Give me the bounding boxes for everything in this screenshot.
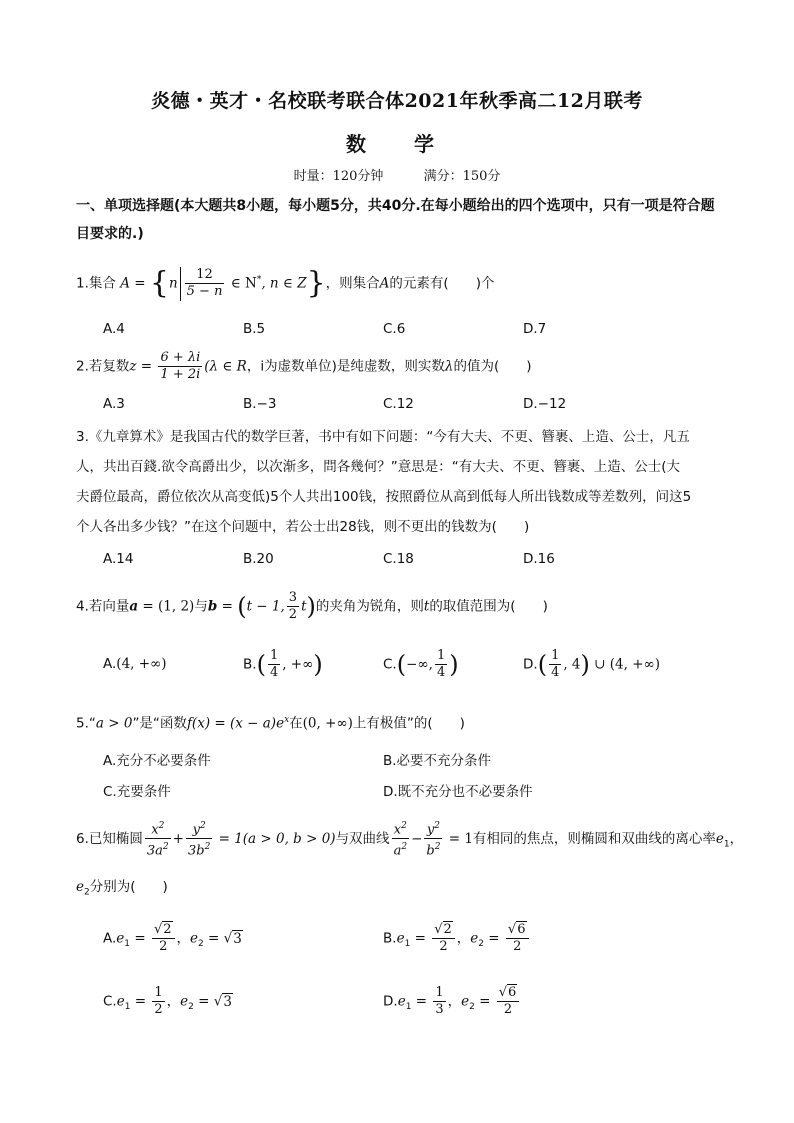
q1-eq: =: [129, 275, 150, 292]
q3-line4: 个人各出多少钱？”在这个问题中，若公士出28钱，则不更出的钱数为( ): [76, 519, 530, 535]
q2-eq: =: [136, 358, 157, 375]
q4-d-rparen: ): [580, 650, 590, 679]
q4-c-rparen: ): [449, 650, 459, 679]
q4-c-pre: −∞,: [406, 656, 433, 673]
question-6: 6.已知椭圆 $\frac{x^2}{3a^2}$ + $\frac{y^2}{3b^2}$ = 1(a > 0, b > 0)与双曲线 $\frac{x^2}{a^2}$ − $\frac{y^2}{b^2}$ = 1有相同的焦点，则椭圆和双曲线的离心率$e_1$，: [76, 818, 746, 860]
q6-a-e1-frac: $\frac{√2}{2}$: [152, 922, 175, 955]
q4-b-t: t: [301, 598, 307, 615]
q2-frac-num: 6 + λi: [160, 350, 201, 365]
q1-in-N: ∈ N: [226, 275, 257, 292]
q6-b-e2-den: 2: [506, 938, 529, 955]
q4-t: t: [423, 598, 430, 615]
question-2: [76, 350, 736, 383]
q4-suffix: 的夹角为锐角，则: [315, 598, 424, 615]
q1-rest: , n ∈ Z: [261, 275, 307, 292]
q6-a-e2: 3: [233, 930, 242, 947]
q1-option-d[interactable]: D.7: [523, 321, 547, 337]
q5-function: f(x) = (x − a)e: [186, 715, 285, 732]
q1-bar: [180, 267, 181, 301]
q5-condition: a > 0: [95, 715, 133, 732]
q6-suffix: 有相同的焦点，则椭圆和双曲线的离心率: [472, 830, 716, 847]
q4-c-frac-num: 1: [436, 648, 446, 663]
q2-number: 2.: [76, 358, 89, 375]
q6-e1: e: [715, 830, 724, 847]
q6-a-label: A.: [103, 930, 117, 947]
q6-heq: = 1: [444, 830, 473, 847]
q4-b-rparen: ): [313, 650, 323, 679]
exam-subject: 数 学: [346, 132, 448, 156]
q6-hy-b: b: [426, 843, 435, 859]
q2-suffix: ，i为虚数单位)是纯虚数，则实数: [246, 358, 445, 375]
q5-tail: 上有极值”的( ): [352, 715, 465, 732]
q6-ellipse-y: [186, 818, 212, 860]
q3-line1: 3.《九章算术》是我国古代的数学巨著，书中有如下问题：“今有大夫、不更、簪裹、上造、公士，凡五: [76, 429, 690, 445]
q4-vector-a: a: [129, 598, 139, 615]
q6-option-b[interactable]: $B.e_1$ = $\frac{√2}{2}$ ，$e_2$ = $\frac{√6}{2}$: [383, 922, 531, 955]
q6-a-e1-num: 2: [163, 922, 172, 937]
q5-in: 在: [289, 715, 303, 732]
q4-a-label: A.: [103, 656, 117, 672]
q1-option-a[interactable]: A.4: [103, 321, 125, 337]
q6-d-label: D.: [383, 993, 398, 1010]
q6-d-e1-den: 3: [435, 1002, 444, 1017]
q4-c-lparen: (: [396, 650, 407, 679]
q1-var-n: n: [168, 275, 178, 292]
q1-frac-den: 5 − n: [186, 284, 223, 299]
q1-option-b[interactable]: B.5: [243, 321, 266, 337]
section-heading-line1: 一、单项选择题(本大题共8小题，每小题5分，共40分.在每小题给出的四个选项中，只有一项是符合题: [76, 198, 715, 214]
q4-d-rest: , 4: [563, 656, 581, 673]
q4-c-frac-den: 4: [436, 665, 446, 680]
q1-set-A: A: [120, 275, 130, 292]
q3-line3: 夫爵位最高，爵位依次从高变低)5个人共出100钱，按照爵位从高到低每人所出钱数成等差数列，问这5: [76, 489, 692, 505]
q4-a-expr: (4, +∞): [116, 656, 167, 672]
q6-ey-num: $y^2$: [192, 821, 206, 838]
q2-option-d[interactable]: D.−12: [523, 396, 567, 412]
q4-b-first: t − 1,: [246, 598, 285, 615]
time-limit: 时量：120分钟: [293, 169, 384, 184]
q1-tail: 的元素有( )个: [389, 275, 495, 292]
q6-hyper-y: [424, 818, 442, 860]
q6-hx-a: a: [393, 843, 402, 859]
q4-d-frac: [549, 648, 561, 681]
q6-b-label: B.: [383, 930, 397, 947]
full-score: 满分：150分: [423, 169, 501, 184]
q6-b-e1-frac: $\frac{√2}{2}$: [432, 922, 455, 955]
q2-tail: 的值为( ): [453, 358, 532, 375]
q6-hx-den: $a^2$: [392, 838, 410, 859]
q4-option-d[interactable]: [523, 648, 660, 681]
q4-tail: 的取值范围为( ): [429, 598, 548, 615]
q6-b-e1-den: 2: [432, 938, 455, 955]
q4-c-frac: [435, 648, 447, 681]
q6-hy-num: $y^2$: [426, 821, 440, 838]
q3-line2: 人，共出百錢.欲令高爵出少，以次渐多，問各幾何？”意思是：“有大夫、不更、簪裹、上造、公士(大: [76, 459, 681, 475]
q6-d-e2-frac: $\frac{√6}{2}$: [497, 985, 520, 1018]
q5-option-c[interactable]: C.充要条件: [103, 784, 171, 800]
q4-option-a[interactable]: [103, 656, 167, 672]
q4-b-frac: [268, 648, 280, 681]
q2-option-c[interactable]: C.12: [383, 396, 414, 412]
q6-ey-b: 3b: [187, 843, 205, 859]
q4-a-value: = (1, 2): [138, 598, 195, 615]
q4-d-label: D.: [523, 656, 538, 673]
q2-frac-den: 1 + 2i: [160, 367, 201, 382]
q4-vector-b: b: [207, 598, 218, 615]
q4-rparen: ): [306, 592, 316, 621]
q4-b-rest: , +∞: [282, 656, 314, 673]
q6-b-e1-num: 2: [443, 922, 452, 937]
q6-hy-den: $b^2$: [424, 838, 442, 859]
q2-lambda-cond: (λ ∈ R: [204, 358, 247, 375]
q6-hx-x: x: [393, 822, 402, 838]
q6-ey-y: y: [192, 822, 200, 838]
q1-number: 1.: [76, 275, 89, 292]
q4-b-den: 2: [288, 607, 298, 622]
q3-option-d[interactable]: D.16: [523, 551, 555, 567]
q4-b-fraction: [287, 590, 299, 623]
q4-b-num: 3: [288, 590, 298, 605]
q5-open-quote: “: [88, 715, 96, 732]
q6-d-e1-num: 1: [435, 985, 444, 1000]
q6-hy-y: y: [426, 822, 435, 838]
q4-option-c[interactable]: [383, 648, 459, 681]
q6-option-a[interactable]: $A.e_1$ = $\frac{√2}{2}$ ，$e_2 = √3$: [103, 922, 242, 954]
q5-option-a[interactable]: A.充分不必要条件: [103, 753, 211, 769]
q6-condition: = 1(a > 0, b > 0): [214, 830, 336, 847]
q6-prefix: 已知椭圆: [88, 830, 143, 847]
q6-b-e2-num: 6: [517, 922, 526, 937]
exam-meta: [0, 165, 794, 184]
question-6-line2: $e_2$分别为( ): [76, 879, 168, 898]
question-4: [76, 590, 736, 623]
q1-rbrace: }: [306, 265, 326, 301]
q6-d-e2-den: 2: [497, 1001, 520, 1018]
q6-number: 6.: [76, 830, 89, 847]
q4-b-lparen: (: [256, 650, 266, 679]
q3-option-c[interactable]: C.18: [383, 551, 414, 567]
q5-exponent: x: [284, 715, 290, 725]
q4-b-eq: =: [217, 598, 238, 615]
q6-line2: 分别为( ): [89, 879, 168, 895]
q4-option-b[interactable]: [243, 648, 323, 681]
q2-lambda: λ: [444, 358, 454, 375]
q6-d-e1-frac: [433, 985, 445, 1018]
q1-prefix: 集合: [88, 275, 116, 292]
q5-interval: (0, +∞): [302, 715, 353, 732]
q4-mid: 与: [194, 598, 208, 615]
q1-set-A2: A: [379, 275, 390, 292]
exam-title: 炎德・英才・名校联考联合体2021年秋季高二12月联考: [151, 90, 643, 112]
question-1: [76, 265, 736, 301]
q6-c-e1-num: 1: [154, 985, 163, 1000]
q4-d-lparen: (: [537, 650, 548, 679]
q6-ex-num: $x^2$: [151, 821, 165, 838]
q3-option-b[interactable]: B.20: [243, 551, 274, 567]
q1-star: *: [256, 275, 262, 285]
q6-ex-x: x: [151, 822, 159, 838]
q1-option-c[interactable]: C.6: [383, 321, 406, 337]
q5-number: 5.: [76, 715, 89, 732]
q2-option-a[interactable]: A.3: [103, 396, 125, 412]
q6-option-d[interactable]: $D.e_1$ = $\frac{1}{3}$ ，$e_2$ = $\frac{√6}{2}$: [383, 985, 521, 1018]
q6-option-c[interactable]: $C.e_1$ = $\frac{1}{2}$ ，$e_2 = √3$: [103, 985, 232, 1017]
q4-d-frac-den: 4: [551, 665, 560, 680]
q1-fraction: [185, 267, 225, 300]
q2-option-b[interactable]: B.−3: [243, 396, 277, 412]
q6-ellipse-x: [145, 818, 171, 860]
q6-a-e1-den: 2: [152, 938, 175, 955]
q5-option-d[interactable]: D.既不充分也不必要条件: [383, 784, 533, 800]
q6-c-e1-den: 2: [154, 1002, 163, 1017]
q6-ex-den: $3a^2$: [145, 838, 171, 859]
q6-d-e2-num: 6: [508, 985, 517, 1000]
q2-z: z: [129, 358, 137, 375]
q3-option-a[interactable]: A.14: [103, 551, 134, 567]
question-5: [76, 705, 736, 739]
section-heading-line2: 目要求的.): [76, 226, 144, 242]
section-heading: [76, 192, 736, 248]
q6-mid: 与双曲线: [335, 830, 390, 847]
q1-frac-num: 12: [196, 267, 213, 282]
q5-mid: ”是“函数: [132, 715, 187, 732]
q6-c-e2: 3: [223, 993, 232, 1010]
q1-lbrace: {: [149, 265, 169, 301]
q4-b-label: B.: [243, 656, 257, 673]
q6-b-e2-frac: $\frac{√6}{2}$: [506, 922, 529, 955]
q5-option-b[interactable]: B.必要不充分条件: [383, 753, 492, 769]
q4-d-union: ∪ (4, +∞): [589, 656, 661, 673]
q4-number: 4.: [76, 598, 89, 615]
q4-prefix: 若向量: [88, 598, 130, 615]
q4-b-frac-num: 1: [269, 648, 279, 663]
q6-c-label: C.: [103, 993, 117, 1010]
q2-prefix: 若复数: [88, 358, 130, 375]
q1-suffix: ，则集合: [325, 275, 380, 292]
q4-d-frac-num: 1: [551, 648, 560, 663]
q6-ey-den: $3b^2$: [186, 838, 212, 859]
q4-b-frac-den: 4: [269, 665, 279, 680]
q6-e2: e: [76, 879, 84, 895]
q6-hyper-x: [392, 818, 410, 860]
question-3: [76, 422, 736, 542]
q4-lparen: (: [237, 592, 247, 621]
q6-hx-num: $x^2$: [393, 821, 407, 838]
q6-c-e1-frac: [152, 985, 164, 1018]
q2-fraction: [158, 350, 202, 383]
q6-ex-a: 3a: [146, 843, 163, 859]
q4-c-label: C.: [383, 656, 397, 673]
